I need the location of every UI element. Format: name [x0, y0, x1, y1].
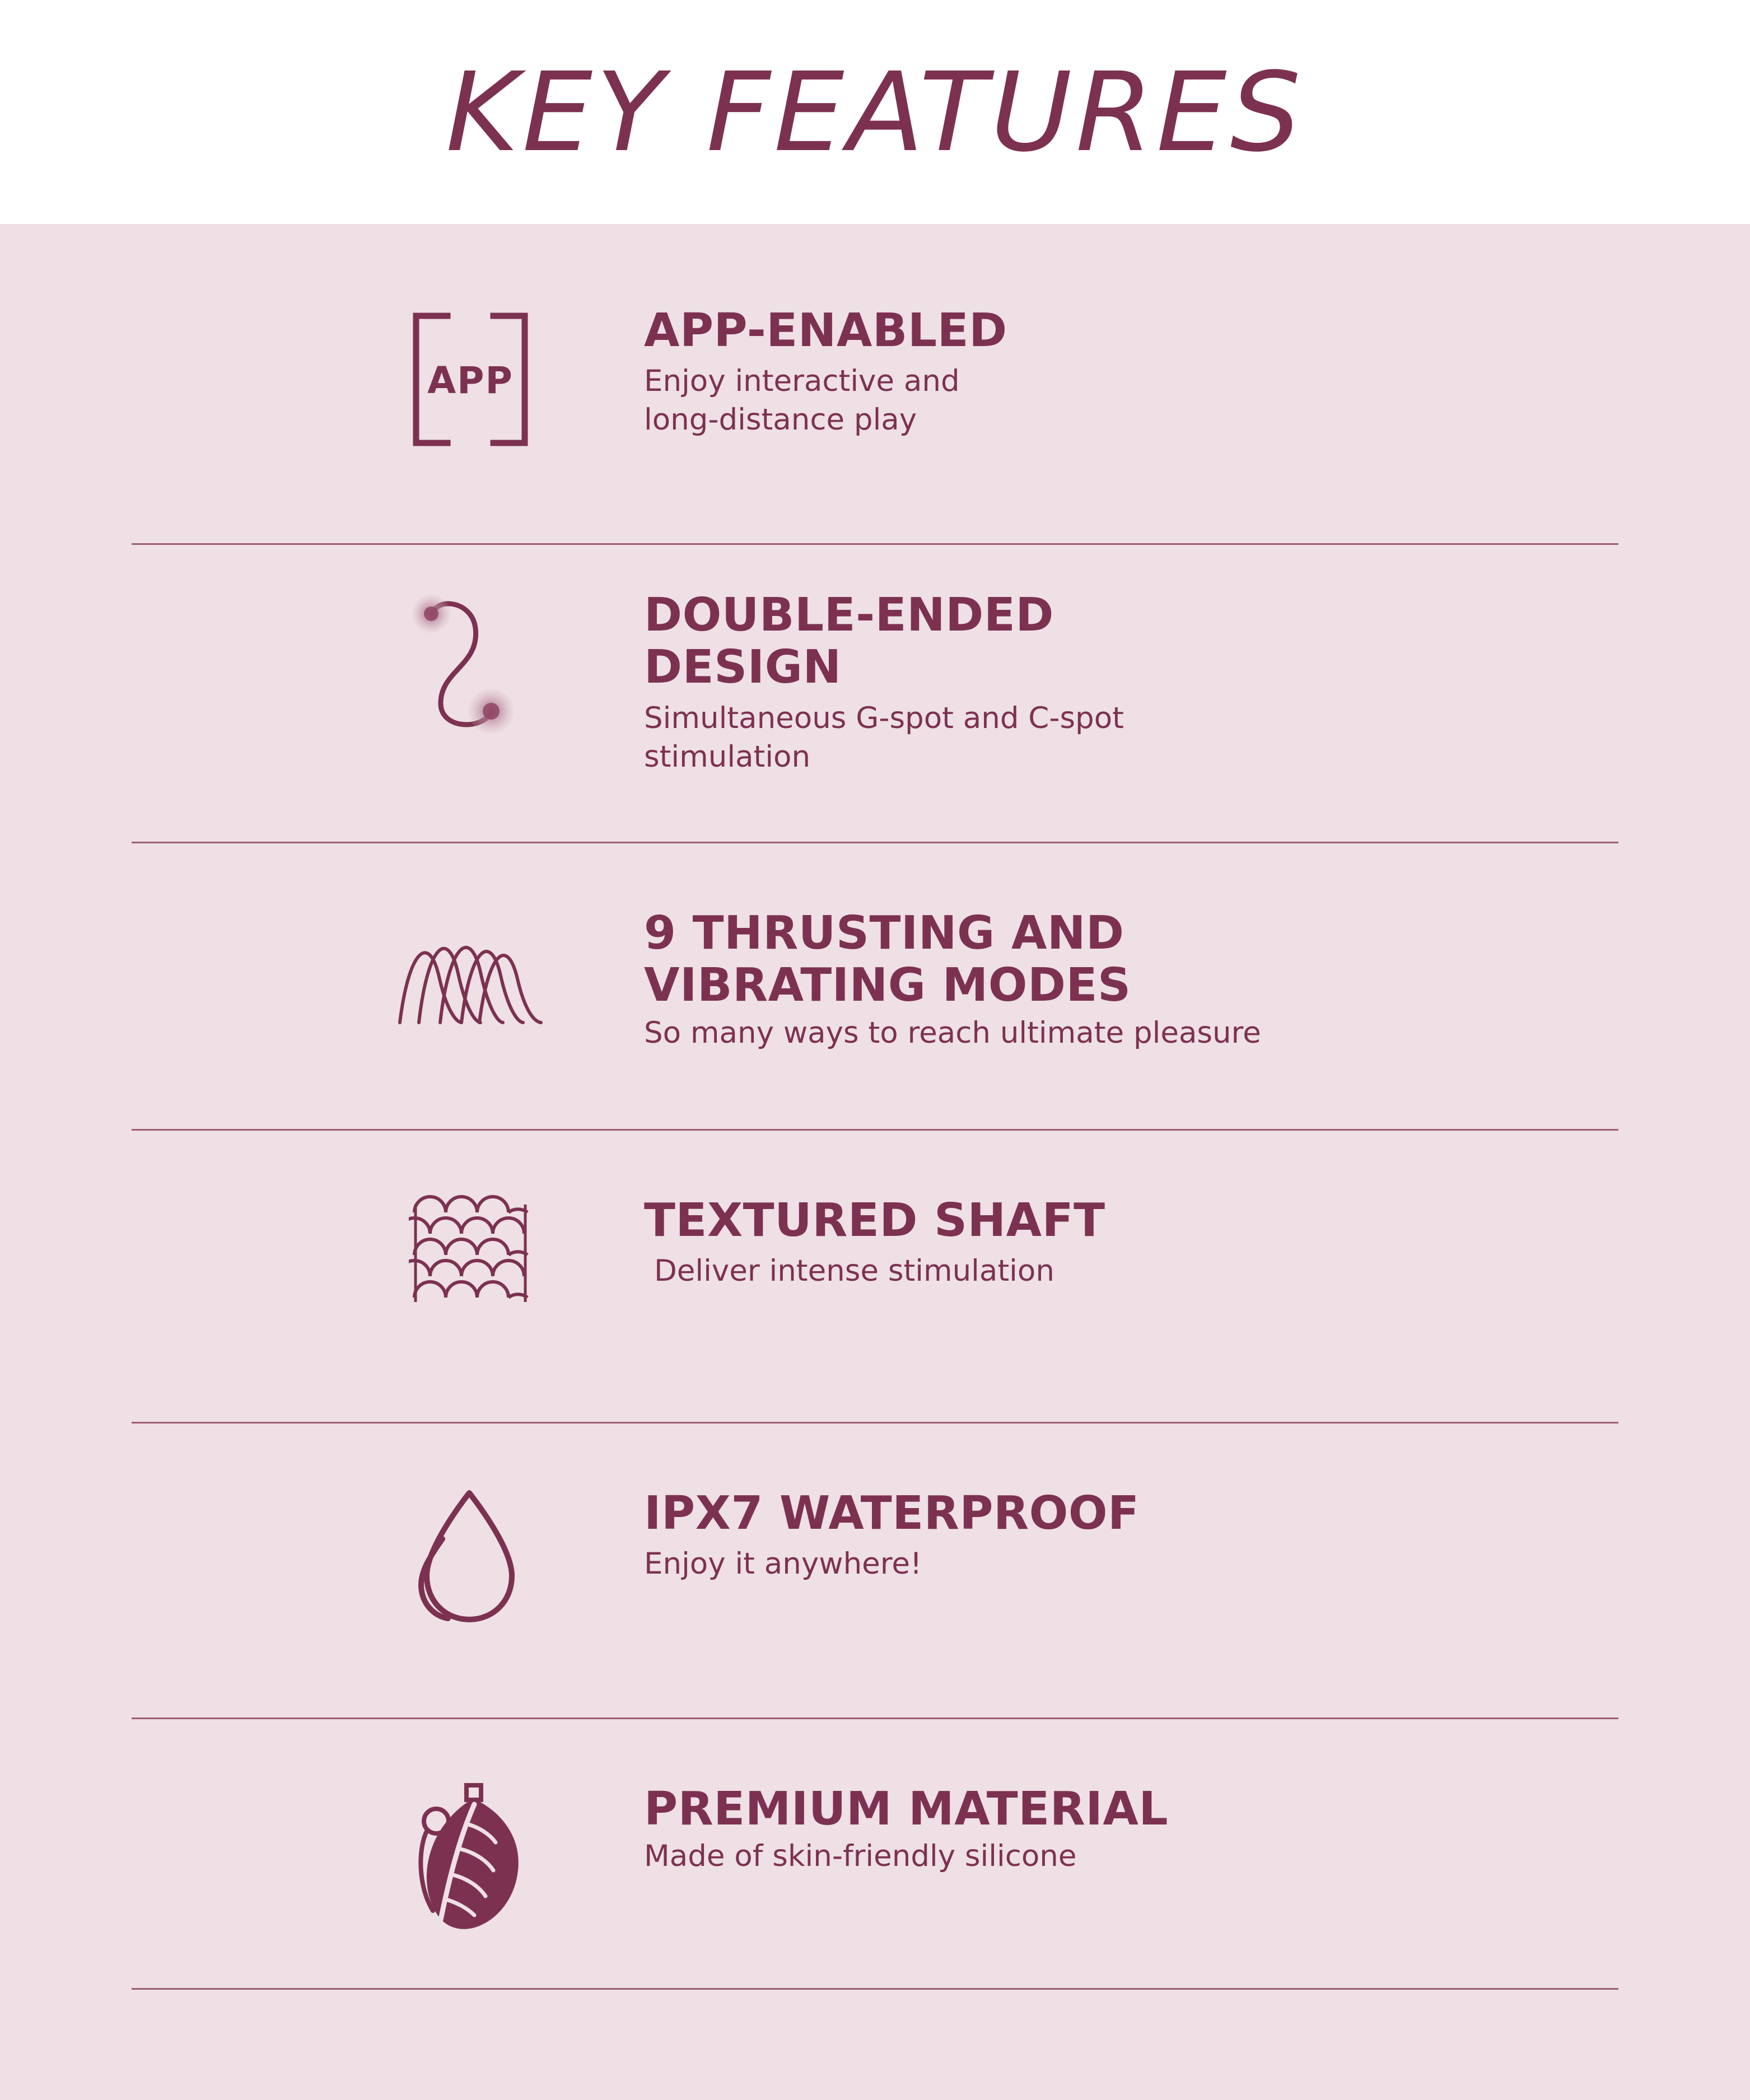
feature-text	[644, 1781, 1168, 1876]
app-square-icon	[392, 302, 549, 451]
scale-texture-icon	[392, 1192, 549, 1315]
feature-title: PREMIUM MATERIAL	[644, 1782, 1169, 1836]
feature-text	[644, 905, 1261, 1053]
svg-text:APP: APP	[427, 359, 514, 402]
vibration-waves-icon	[392, 905, 549, 1028]
feature-description: Enjoy it anywhere!	[644, 1547, 922, 1581]
feature-text	[644, 1192, 1105, 1291]
page-title: KEY FEATURES	[445, 48, 1305, 176]
feature-text	[644, 587, 1124, 777]
feature-title: DOUBLE-ENDED DESIGN	[644, 589, 1054, 694]
leaf-silicone-icon	[392, 1781, 549, 1938]
feature-description: Enjoy interactive and long-distance play	[644, 364, 960, 437]
feature-row	[0, 1424, 1750, 1687]
feature-title: IPX7 WATERPROOF	[644, 1487, 1140, 1540]
water-drop-icon	[392, 1485, 549, 1631]
feature-text	[644, 1485, 1140, 1584]
feature-row	[0, 302, 1750, 512]
feature-text	[644, 302, 1007, 440]
feature-description: So many ways to reach ultimate pleasure	[644, 1015, 1261, 1050]
feature-description: Deliver intense stimulation	[654, 1254, 1054, 1289]
feature-row	[0, 545, 1750, 811]
features-panel	[0, 224, 1750, 2100]
double-ended-s-curve-icon	[392, 587, 549, 738]
features-list	[0, 224, 1750, 1990]
feature-description: Made of skin-friendly silicone	[644, 1839, 1077, 1874]
feature-row	[0, 1719, 1750, 1954]
feature-title: APP-ENABLED	[644, 304, 1007, 357]
feature-row	[0, 1131, 1750, 1399]
feature-title: 9 THRUSTING AND VIBRATING MODES	[644, 907, 1131, 1012]
feature-row	[0, 843, 1750, 1118]
page-header	[0, 0, 1750, 224]
feature-description: Simultaneous G-spot and C-spot stimulation	[644, 701, 1124, 774]
feature-title: TEXTURED SHAFT	[644, 1194, 1105, 1247]
divider	[132, 1988, 1618, 1990]
